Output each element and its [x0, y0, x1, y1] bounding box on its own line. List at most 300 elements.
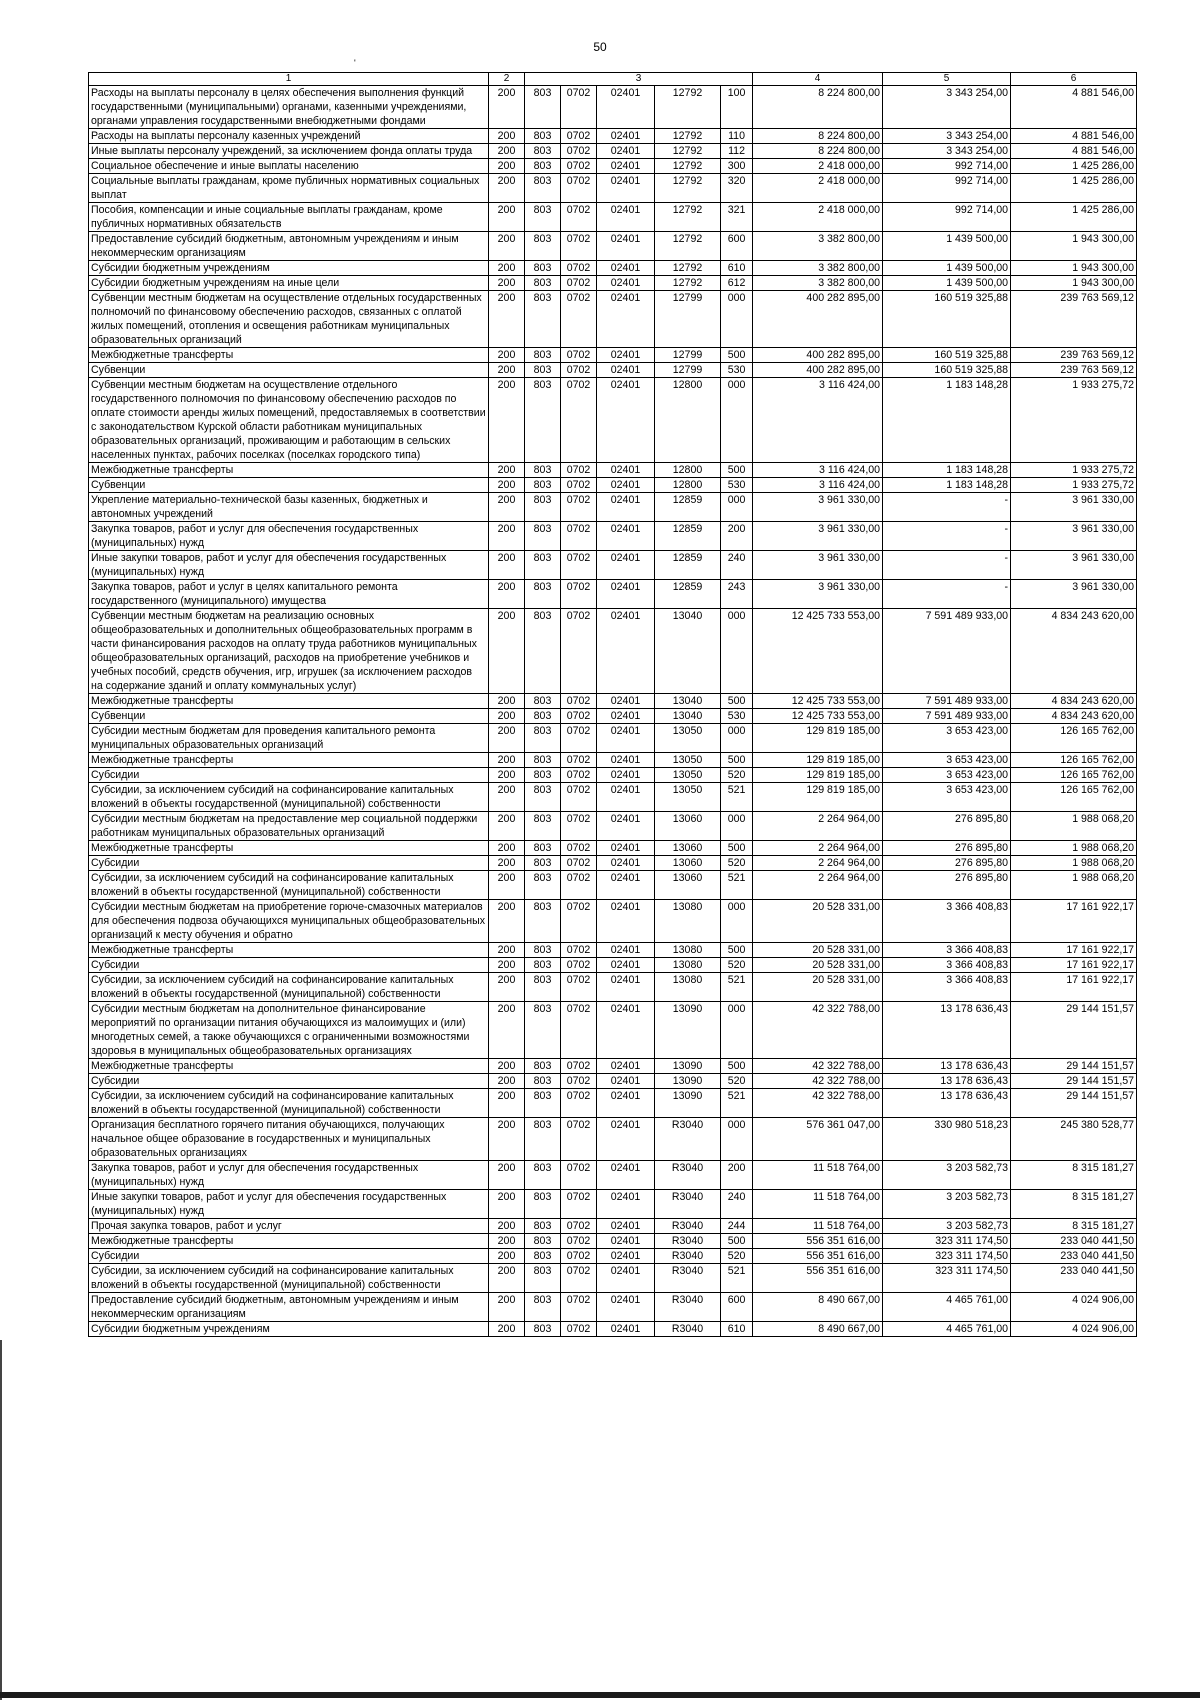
amount-cell-col5: 992 714,00	[883, 203, 1011, 232]
row-name-cell: Субсидии	[89, 1074, 489, 1089]
amount-cell-col6: 126 165 762,00	[1011, 783, 1137, 812]
code-cell: 803	[525, 261, 561, 276]
code-cell: 520	[721, 1249, 753, 1264]
amount-cell-col6: 1 425 286,00	[1011, 203, 1137, 232]
code-cell: 0702	[561, 724, 597, 753]
code-cell: 02401	[597, 958, 655, 973]
amount-cell-col5: 330 980 518,23	[883, 1118, 1011, 1161]
code-cell: 200	[489, 276, 525, 291]
code-cell: 521	[721, 783, 753, 812]
amount-cell-col4: 42 322 788,00	[753, 1089, 883, 1118]
table-row	[89, 609, 1137, 694]
amount-cell-col6: 4 881 546,00	[1011, 86, 1137, 129]
header-col-5: 5	[883, 73, 1011, 86]
code-cell: 243	[721, 580, 753, 609]
code-cell: 02401	[597, 1002, 655, 1059]
amount-cell-col6: 239 763 569,12	[1011, 348, 1137, 363]
amount-cell-col6: 17 161 922,17	[1011, 973, 1137, 1002]
amount-cell-col6: 4 881 546,00	[1011, 144, 1137, 159]
row-name-cell: Субсидии	[89, 958, 489, 973]
code-cell: 530	[721, 363, 753, 378]
code-cell: 200	[489, 871, 525, 900]
row-name-cell: Закупка товаров, работ и услуг в целях капитального ремонта государственного (муниципального) имущества	[89, 580, 489, 609]
code-cell: 0702	[561, 1074, 597, 1089]
row-name-cell: Прочая закупка товаров, работ и услуг	[89, 1219, 489, 1234]
code-cell: 0702	[561, 958, 597, 973]
amount-cell-col5: 323 311 174,50	[883, 1234, 1011, 1249]
code-cell: 244	[721, 1219, 753, 1234]
code-cell: 200	[489, 159, 525, 174]
code-cell: 13060	[655, 871, 721, 900]
amount-cell-col4: 2 264 964,00	[753, 856, 883, 871]
code-cell: 0702	[561, 1161, 597, 1190]
row-name-cell: Иные закупки товаров, работ и услуг для обеспечения государственных (муниципальных) нужд	[89, 551, 489, 580]
amount-cell-col5: 7 591 489 933,00	[883, 709, 1011, 724]
amount-cell-col5: 3 653 423,00	[883, 753, 1011, 768]
code-cell: 0702	[561, 144, 597, 159]
code-cell: 530	[721, 478, 753, 493]
table-row	[89, 1118, 1137, 1161]
code-cell: R3040	[655, 1264, 721, 1293]
code-cell: 000	[721, 724, 753, 753]
code-cell: 02401	[597, 1293, 655, 1322]
amount-cell-col6: 239 763 569,12	[1011, 291, 1137, 348]
amount-cell-col5: 1 439 500,00	[883, 276, 1011, 291]
amount-cell-col6: 233 040 441,50	[1011, 1264, 1137, 1293]
amount-cell-col5: 276 895,80	[883, 856, 1011, 871]
code-cell: 200	[489, 1118, 525, 1161]
row-name-cell: Укрепление материально-технической базы казенных, бюджетных и автономных учреждений	[89, 493, 489, 522]
amount-cell-col6: 3 961 330,00	[1011, 522, 1137, 551]
code-cell: 02401	[597, 1234, 655, 1249]
code-cell: 200	[489, 1322, 525, 1337]
code-cell: 200	[489, 609, 525, 694]
header-col-4: 4	[753, 73, 883, 86]
stray-mark: '	[354, 58, 356, 68]
code-cell: 12859	[655, 551, 721, 580]
amount-cell-col5: 3 343 254,00	[883, 86, 1011, 129]
amount-cell-col6: 17 161 922,17	[1011, 900, 1137, 943]
table-row	[89, 871, 1137, 900]
code-cell: 0702	[561, 378, 597, 463]
code-cell: 02401	[597, 856, 655, 871]
amount-cell-col6: 1 988 068,20	[1011, 841, 1137, 856]
code-cell: 200	[721, 522, 753, 551]
amount-cell-col6: 126 165 762,00	[1011, 768, 1137, 783]
amount-cell-col4: 400 282 895,00	[753, 363, 883, 378]
code-cell: 803	[525, 144, 561, 159]
code-cell: 02401	[597, 522, 655, 551]
amount-cell-col4: 129 819 185,00	[753, 768, 883, 783]
row-name-cell: Межбюджетные трансферты	[89, 943, 489, 958]
code-cell: 13060	[655, 856, 721, 871]
table-row	[89, 348, 1137, 363]
row-name-cell: Социальные выплаты гражданам, кроме публичных нормативных социальных выплат	[89, 174, 489, 203]
row-name-cell: Субсидии	[89, 768, 489, 783]
code-cell: 02401	[597, 580, 655, 609]
row-name-cell: Закупка товаров, работ и услуг для обеспечения государственных (муниципальных) нужд	[89, 1161, 489, 1190]
code-cell: 521	[721, 973, 753, 1002]
code-cell: 200	[489, 958, 525, 973]
amount-cell-col5: 3 343 254,00	[883, 129, 1011, 144]
code-cell: 0702	[561, 694, 597, 709]
table-row	[89, 159, 1137, 174]
amount-cell-col5: 276 895,80	[883, 812, 1011, 841]
amount-cell-col4: 2 418 000,00	[753, 174, 883, 203]
code-cell: 200	[489, 1074, 525, 1089]
amount-cell-col4: 3 382 800,00	[753, 261, 883, 276]
code-cell: 200	[489, 378, 525, 463]
code-cell: 0702	[561, 1322, 597, 1337]
code-cell: 0702	[561, 1234, 597, 1249]
code-cell: 12792	[655, 174, 721, 203]
amount-cell-col6: 29 144 151,57	[1011, 1089, 1137, 1118]
code-cell: 0702	[561, 900, 597, 943]
amount-cell-col5: 13 178 636,43	[883, 1059, 1011, 1074]
table-row	[89, 724, 1137, 753]
code-cell: 612	[721, 276, 753, 291]
code-cell: 02401	[597, 1190, 655, 1219]
code-cell: 13090	[655, 1059, 721, 1074]
code-cell: 0702	[561, 871, 597, 900]
row-name-cell: Субсидии	[89, 1249, 489, 1264]
table-header-row	[89, 73, 1137, 86]
amount-cell-col5: 3 653 423,00	[883, 783, 1011, 812]
code-cell: 110	[721, 129, 753, 144]
table-row	[89, 1161, 1137, 1190]
table-row	[89, 1249, 1137, 1264]
table-row	[89, 1219, 1137, 1234]
code-cell: 200	[489, 174, 525, 203]
code-cell: 200	[489, 1234, 525, 1249]
code-cell: 112	[721, 144, 753, 159]
code-cell: R3040	[655, 1190, 721, 1219]
amount-cell-col4: 2 264 964,00	[753, 841, 883, 856]
code-cell: 02401	[597, 463, 655, 478]
amount-cell-col5: 992 714,00	[883, 159, 1011, 174]
table-row	[89, 958, 1137, 973]
row-name-cell: Иные выплаты персоналу учреждений, за исключением фонда оплаты труда	[89, 144, 489, 159]
scan-bottom-edge	[0, 1692, 1200, 1698]
code-cell: 200	[721, 1161, 753, 1190]
code-cell: 803	[525, 493, 561, 522]
amount-cell-col6: 8 315 181,27	[1011, 1190, 1137, 1219]
table-row	[89, 1234, 1137, 1249]
code-cell: 02401	[597, 871, 655, 900]
code-cell: 0702	[561, 1190, 597, 1219]
code-cell: 0702	[561, 129, 597, 144]
code-cell: 200	[489, 768, 525, 783]
table-row	[89, 1074, 1137, 1089]
code-cell: 000	[721, 609, 753, 694]
code-cell: 520	[721, 1074, 753, 1089]
table-row	[89, 378, 1137, 463]
code-cell: 200	[489, 1161, 525, 1190]
amount-cell-col6: 4 881 546,00	[1011, 129, 1137, 144]
code-cell: 803	[525, 1219, 561, 1234]
row-name-cell: Предоставление субсидий бюджетным, автономным учреждениям и иным некоммерческим организациям	[89, 232, 489, 261]
amount-cell-col4: 8 490 667,00	[753, 1293, 883, 1322]
table-row	[89, 261, 1137, 276]
code-cell: 200	[489, 291, 525, 348]
code-cell: 0702	[561, 973, 597, 1002]
table-row	[89, 812, 1137, 841]
row-name-cell: Закупка товаров, работ и услуг для обеспечения государственных (муниципальных) нужд	[89, 522, 489, 551]
code-cell: R3040	[655, 1234, 721, 1249]
code-cell: 0702	[561, 1249, 597, 1264]
code-cell: 600	[721, 1293, 753, 1322]
code-cell: 200	[489, 1059, 525, 1074]
code-cell: 200	[489, 463, 525, 478]
code-cell: 200	[489, 783, 525, 812]
code-cell: 13040	[655, 609, 721, 694]
amount-cell-col5: 13 178 636,43	[883, 1002, 1011, 1059]
code-cell: 000	[721, 812, 753, 841]
code-cell: 200	[489, 144, 525, 159]
code-cell: 200	[489, 493, 525, 522]
code-cell: 803	[525, 1161, 561, 1190]
amount-cell-col6: 126 165 762,00	[1011, 724, 1137, 753]
table-row	[89, 1293, 1137, 1322]
code-cell: 200	[489, 753, 525, 768]
code-cell: 803	[525, 1234, 561, 1249]
table-row	[89, 493, 1137, 522]
code-cell: 200	[489, 1264, 525, 1293]
amount-cell-col6: 1 988 068,20	[1011, 871, 1137, 900]
code-cell: 02401	[597, 943, 655, 958]
amount-cell-col5: 1 183 148,28	[883, 463, 1011, 478]
code-cell: 02401	[597, 478, 655, 493]
amount-cell-col5: 1 183 148,28	[883, 378, 1011, 463]
code-cell: 240	[721, 551, 753, 580]
row-name-cell: Межбюджетные трансферты	[89, 694, 489, 709]
table-row	[89, 129, 1137, 144]
code-cell: 13060	[655, 812, 721, 841]
code-cell: 200	[489, 694, 525, 709]
amount-cell-col5: 276 895,80	[883, 871, 1011, 900]
code-cell: 02401	[597, 232, 655, 261]
code-cell: 803	[525, 1249, 561, 1264]
code-cell: 0702	[561, 943, 597, 958]
amount-cell-col6: 245 380 528,77	[1011, 1118, 1137, 1161]
amount-cell-col4: 8 224 800,00	[753, 86, 883, 129]
code-cell: 000	[721, 900, 753, 943]
code-cell: 02401	[597, 1059, 655, 1074]
code-cell: 12800	[655, 463, 721, 478]
code-cell: 500	[721, 841, 753, 856]
table-row	[89, 174, 1137, 203]
code-cell: 803	[525, 856, 561, 871]
code-cell: 02401	[597, 276, 655, 291]
amount-cell-col5: 1 183 148,28	[883, 478, 1011, 493]
code-cell: 200	[489, 203, 525, 232]
amount-cell-col5: 3 366 408,83	[883, 958, 1011, 973]
header-col-1: 1	[89, 73, 489, 86]
row-name-cell: Межбюджетные трансферты	[89, 1234, 489, 1249]
code-cell: 803	[525, 1002, 561, 1059]
amount-cell-col5: 160 519 325,88	[883, 363, 1011, 378]
code-cell: 200	[489, 1089, 525, 1118]
amount-cell-col4: 3 961 330,00	[753, 522, 883, 551]
row-name-cell: Субсидии бюджетным учреждениям	[89, 261, 489, 276]
table-row	[89, 1002, 1137, 1059]
code-cell: 13090	[655, 1002, 721, 1059]
amount-cell-col6: 1 988 068,20	[1011, 856, 1137, 871]
code-cell: 200	[489, 709, 525, 724]
code-cell: 200	[489, 1219, 525, 1234]
code-cell: 0702	[561, 174, 597, 203]
code-cell: 500	[721, 694, 753, 709]
code-cell: 803	[525, 768, 561, 783]
budget-table	[88, 72, 1137, 1337]
code-cell: 02401	[597, 1249, 655, 1264]
code-cell: 02401	[597, 261, 655, 276]
code-cell: 02401	[597, 753, 655, 768]
code-cell: 0702	[561, 580, 597, 609]
code-cell: 0702	[561, 812, 597, 841]
code-cell: 13050	[655, 724, 721, 753]
amount-cell-col5: 3 653 423,00	[883, 768, 1011, 783]
code-cell: 803	[525, 86, 561, 129]
code-cell: 500	[721, 1234, 753, 1249]
code-cell: 0702	[561, 493, 597, 522]
row-name-cell: Субвенции	[89, 363, 489, 378]
code-cell: 200	[489, 522, 525, 551]
table-row	[89, 580, 1137, 609]
amount-cell-col4: 2 264 964,00	[753, 871, 883, 900]
code-cell: 13090	[655, 1074, 721, 1089]
code-cell: 200	[489, 551, 525, 580]
code-cell: 13050	[655, 783, 721, 812]
code-cell: 12792	[655, 129, 721, 144]
table-row	[89, 1322, 1137, 1337]
code-cell: 02401	[597, 900, 655, 943]
code-cell: 13050	[655, 768, 721, 783]
amount-cell-col5: 7 591 489 933,00	[883, 694, 1011, 709]
row-name-cell: Субвенции местным бюджетам на реализацию основных общеобразовательных и дополнительных общеобразовательных программ в части финансирования расходов на оплату труда работников муниципальных общеобразовательных организаций, расходов на приобретение учебников и учебных пособий, средств обучения, игр, игрушек (за исключением расходов на содержание зданий и оплату коммунальных услуг)	[89, 609, 489, 694]
code-cell: 803	[525, 551, 561, 580]
code-cell: 0702	[561, 291, 597, 348]
code-cell: 803	[525, 580, 561, 609]
code-cell: 13050	[655, 753, 721, 768]
code-cell: 02401	[597, 1074, 655, 1089]
code-cell: R3040	[655, 1118, 721, 1161]
code-cell: 0702	[561, 1118, 597, 1161]
amount-cell-col4: 12 425 733 553,00	[753, 694, 883, 709]
code-cell: 0702	[561, 159, 597, 174]
row-name-cell: Субвенции местным бюджетам на осуществление отдельного государственного полномочия по финансовому обеспечению расходов по оплате стоимости аренды жилых помещений, предоставляемых в соответствии с законодательством Курской области работникам муниципальных образовательных организаций, проживающим и работающим в сельских населенных пунктах, рабочих поселках (поселках городского типа)	[89, 378, 489, 463]
table-row	[89, 203, 1137, 232]
table-row	[89, 144, 1137, 159]
code-cell: 02401	[597, 609, 655, 694]
code-cell: 0702	[561, 363, 597, 378]
code-cell: 02401	[597, 159, 655, 174]
code-cell: 0702	[561, 522, 597, 551]
amount-cell-col4: 400 282 895,00	[753, 348, 883, 363]
amount-cell-col6: 3 961 330,00	[1011, 551, 1137, 580]
amount-cell-col4: 3 382 800,00	[753, 232, 883, 261]
amount-cell-col4: 556 351 616,00	[753, 1249, 883, 1264]
amount-cell-col5: 7 591 489 933,00	[883, 609, 1011, 694]
code-cell: 12799	[655, 348, 721, 363]
amount-cell-col4: 556 351 616,00	[753, 1234, 883, 1249]
code-cell: 02401	[597, 378, 655, 463]
row-name-cell: Субсидии местным бюджетам для проведения капитального ремонта муниципальных образовательных организаций	[89, 724, 489, 753]
code-cell: 803	[525, 943, 561, 958]
code-cell: 803	[525, 1074, 561, 1089]
code-cell: 02401	[597, 1118, 655, 1161]
code-cell: 12792	[655, 276, 721, 291]
code-cell: R3040	[655, 1293, 721, 1322]
amount-cell-col4: 20 528 331,00	[753, 958, 883, 973]
code-cell: 520	[721, 958, 753, 973]
code-cell: 803	[525, 724, 561, 753]
code-cell: 02401	[597, 129, 655, 144]
row-name-cell: Социальное обеспечение и иные выплаты населению	[89, 159, 489, 174]
amount-cell-col6: 1 943 300,00	[1011, 276, 1137, 291]
code-cell: 12792	[655, 86, 721, 129]
code-cell: 13080	[655, 900, 721, 943]
amount-cell-col6: 17 161 922,17	[1011, 943, 1137, 958]
amount-cell-col6: 1 943 300,00	[1011, 261, 1137, 276]
amount-cell-col4: 42 322 788,00	[753, 1002, 883, 1059]
amount-cell-col4: 129 819 185,00	[753, 724, 883, 753]
table-row	[89, 1190, 1137, 1219]
code-cell: 803	[525, 363, 561, 378]
amount-cell-col6: 1 933 275,72	[1011, 478, 1137, 493]
code-cell: 803	[525, 609, 561, 694]
amount-cell-col4: 3 116 424,00	[753, 463, 883, 478]
code-cell: 200	[489, 1190, 525, 1219]
amount-cell-col5: 1 439 500,00	[883, 232, 1011, 261]
code-cell: 02401	[597, 1089, 655, 1118]
code-cell: 02401	[597, 724, 655, 753]
code-cell: 521	[721, 1264, 753, 1293]
row-name-cell: Субсидии бюджетным учреждениям на иные цели	[89, 276, 489, 291]
row-name-cell: Субсидии местным бюджетам на приобретение горюче-смазочных материалов для обеспечения подвоза обучающихся муниципальных общеобразовательных организаций к месту обучения и обратно	[89, 900, 489, 943]
code-cell: 803	[525, 783, 561, 812]
code-cell: 0702	[561, 1293, 597, 1322]
row-name-cell: Субсидии	[89, 856, 489, 871]
code-cell: 521	[721, 871, 753, 900]
amount-cell-col5: 3 203 582,73	[883, 1161, 1011, 1190]
amount-cell-col6: 4 834 243 620,00	[1011, 694, 1137, 709]
code-cell: 0702	[561, 203, 597, 232]
code-cell: 000	[721, 378, 753, 463]
code-cell: 12859	[655, 522, 721, 551]
code-cell: 0702	[561, 856, 597, 871]
code-cell: 803	[525, 841, 561, 856]
row-name-cell: Субвенции	[89, 478, 489, 493]
amount-cell-col4: 3 382 800,00	[753, 276, 883, 291]
code-cell: 13080	[655, 973, 721, 1002]
code-cell: 02401	[597, 203, 655, 232]
code-cell: 0702	[561, 609, 597, 694]
page-number: 50	[593, 40, 607, 54]
row-name-cell: Субсидии, за исключением субсидий на софинансирование капитальных вложений в объекты государственной (муниципальной) собственности	[89, 973, 489, 1002]
amount-cell-col5: -	[883, 493, 1011, 522]
code-cell: 321	[721, 203, 753, 232]
row-name-cell: Расходы на выплаты персоналу казенных учреждений	[89, 129, 489, 144]
amount-cell-col4: 3 961 330,00	[753, 493, 883, 522]
amount-cell-col6: 29 144 151,57	[1011, 1074, 1137, 1089]
amount-cell-col4: 3 116 424,00	[753, 378, 883, 463]
amount-cell-col6: 3 961 330,00	[1011, 580, 1137, 609]
code-cell: 0702	[561, 261, 597, 276]
code-cell: 803	[525, 129, 561, 144]
amount-cell-col6: 239 763 569,12	[1011, 363, 1137, 378]
row-name-cell: Субсидии бюджетным учреждениям	[89, 1322, 489, 1337]
